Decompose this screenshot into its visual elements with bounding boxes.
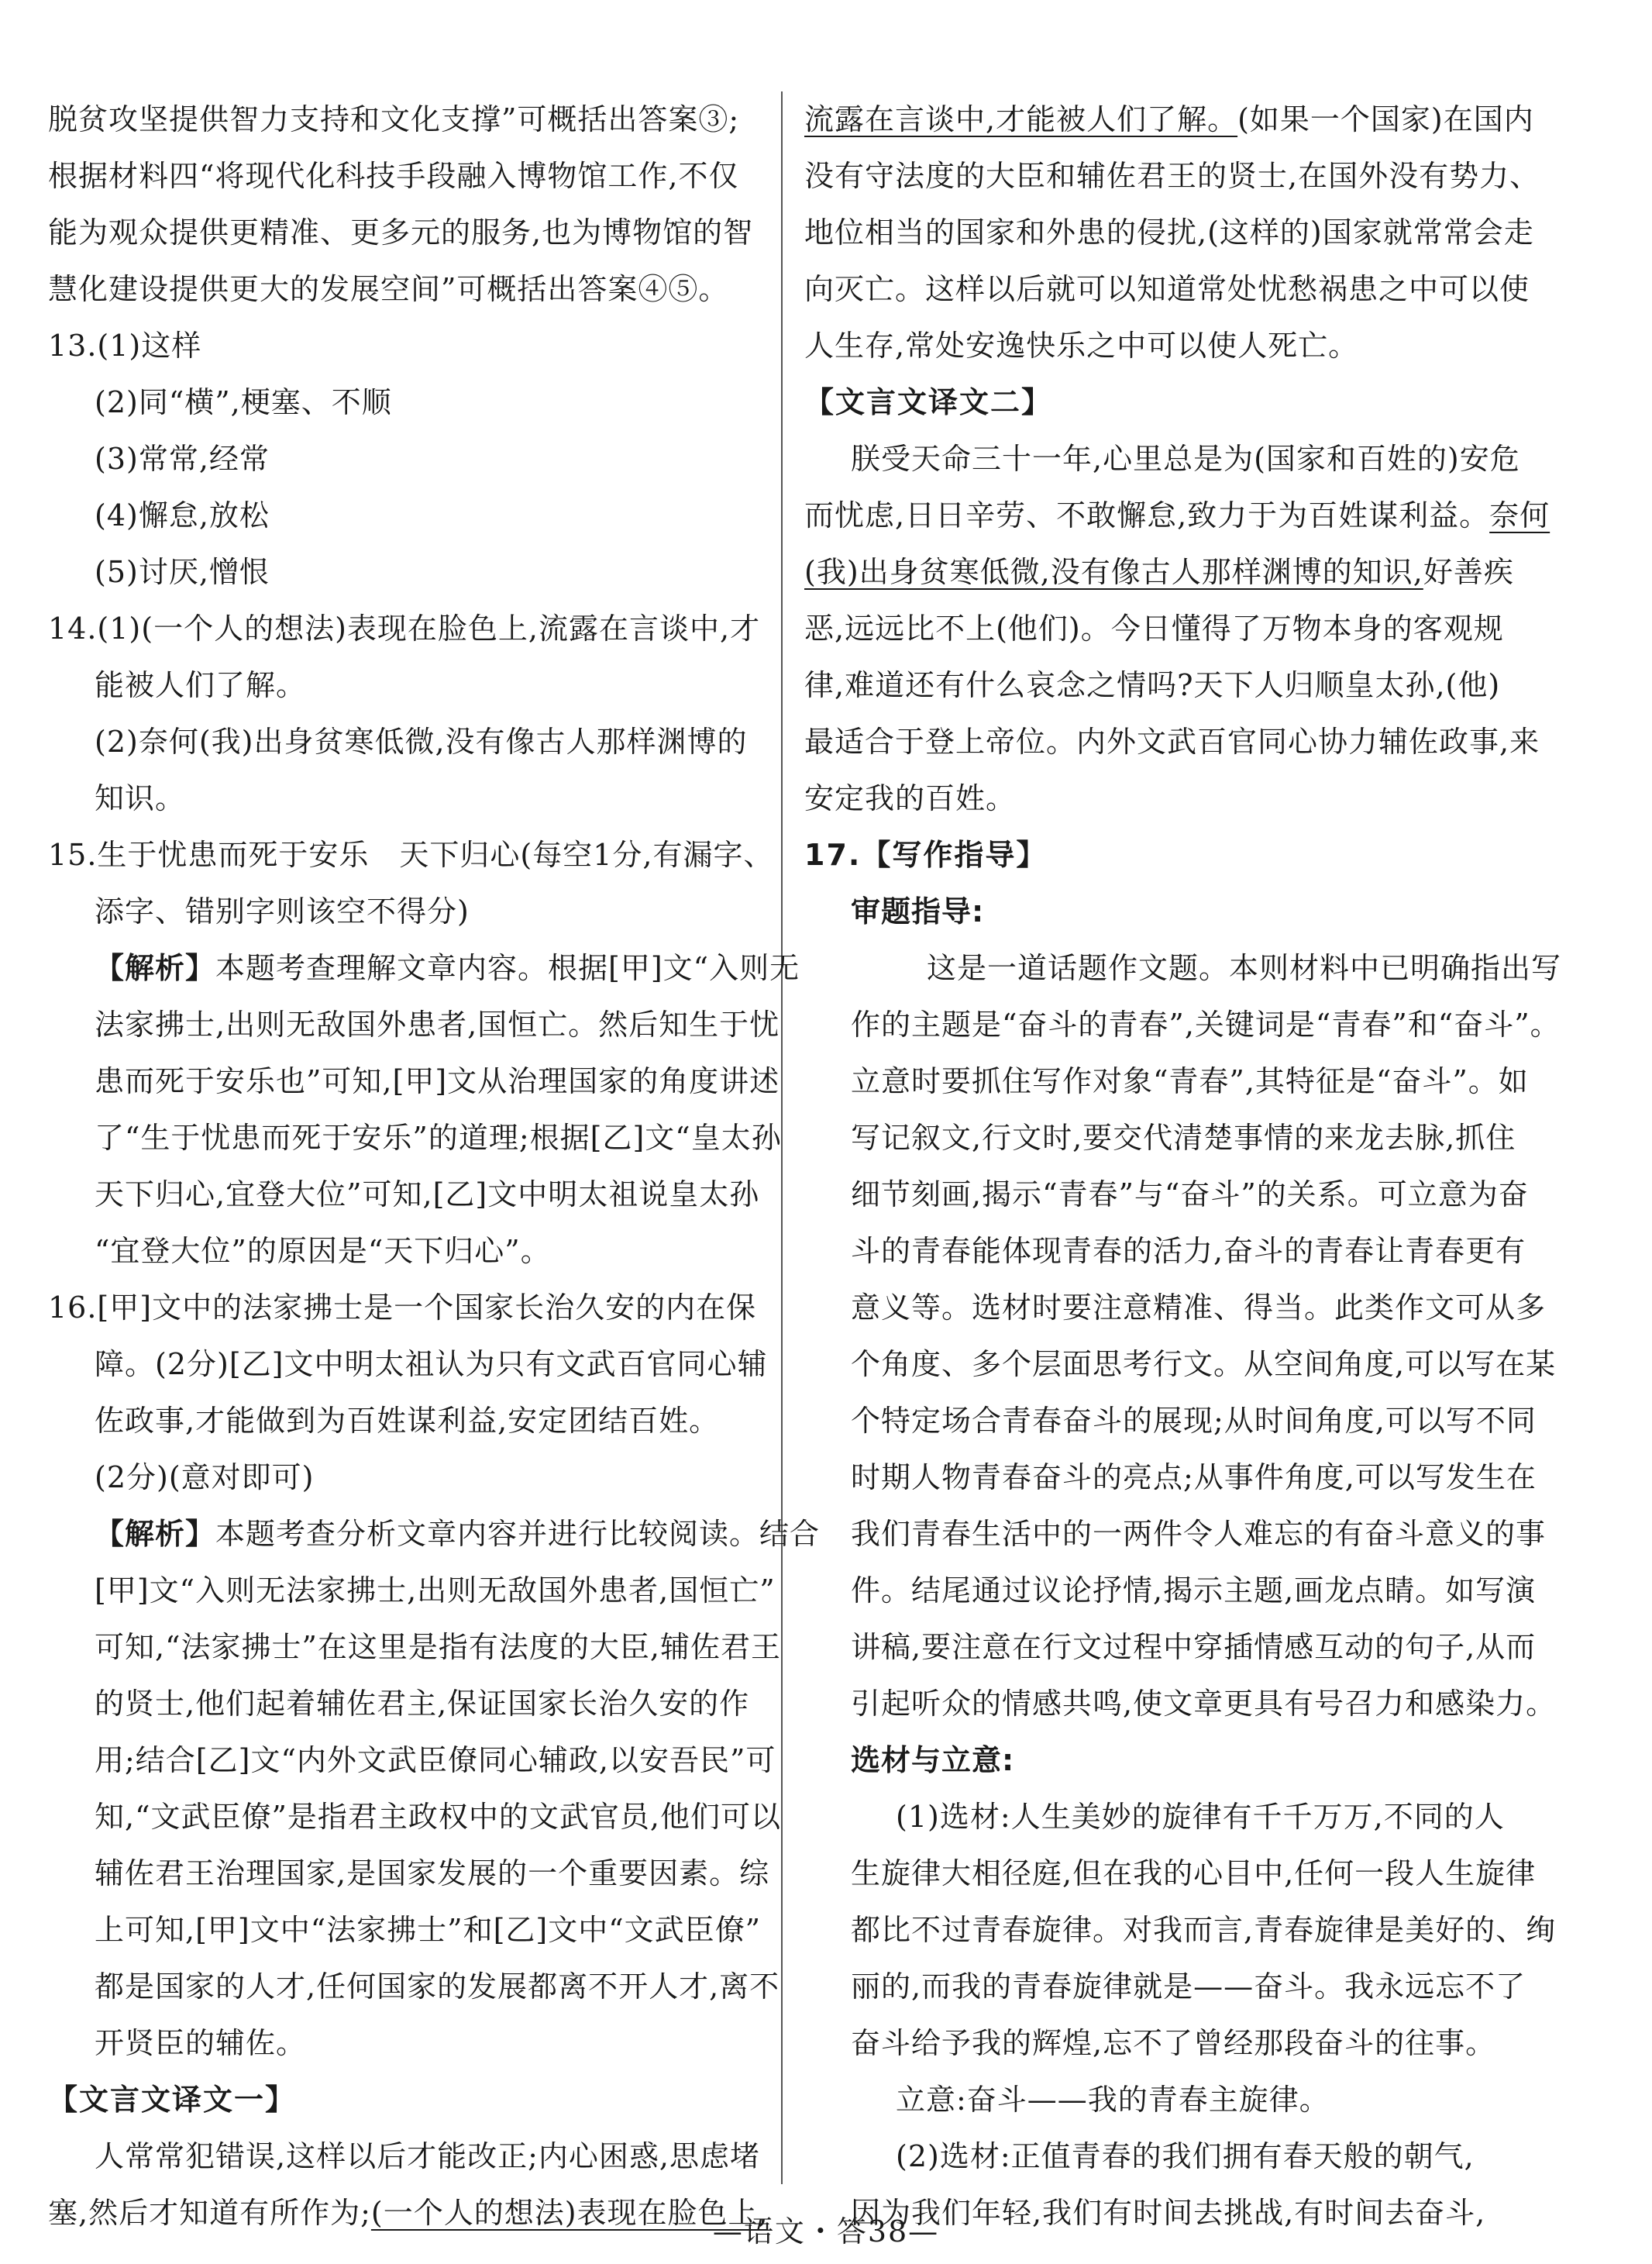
text-line: 最适合于登上帝位。内外文武百官同心协力辅佐政事,来 [804,725,1540,759]
text-segment: 塞,然后才知道有所作为; [48,2196,371,2230]
subheading-material-and-theme: 选材与立意: [851,1743,1015,1777]
analysis-text: 本题考查分析文章内容并进行比较阅读。结合 [215,1517,821,1551]
text-line: 能为观众提供更精准、更多元的服务,也为博物馆的智 [48,215,754,250]
text-line: 能被人们了解。 [95,668,307,702]
text-line: 用;结合[乙]文“内外文武臣僚同心辅政,以安吾民”可 [95,1743,776,1777]
analysis-label: 【解析】 [95,1517,216,1551]
text-line: 辅佐君王治理国家,是国家发展的一个重要因素。综 [95,1856,770,1890]
text-line: 都是国家的人才,任何国家的发展都离不开人才,离不 [95,1969,780,2004]
text-line: 向灭亡。这样以后就可以知道常处忧愁祸患之中可以使 [804,272,1530,306]
answer-16-header: 16.[甲]文中的法家拂士是一个国家长治久安的内在保 [48,1291,757,1325]
text-line: 根据材料四“将现代化科技手段融入博物馆工作,不仅 [48,159,739,193]
text-line: 引起听众的情感共鸣,使文章更具有号召力和感染力。 [851,1687,1557,1721]
analysis-label: 【解析】 [95,951,216,985]
text-line: [甲]文“入则无法家拂士,出则无敌国外患者,国恒亡” [95,1573,776,1608]
text-line: 患而死于安乐也”可知,[甲]文从治理国家的角度讲述 [95,1064,780,1098]
text-line: 意义等。选材时要注意精准、得当。此类作文可从多 [851,1291,1547,1325]
analysis-line [48,1506,821,1563]
text-line: 安定我的百姓。 [804,781,1017,815]
text-line: 朕受天命三十一年,心里总是为(国家和百姓的)安危 [851,442,1520,476]
text-line: (2)奈何(我)出身贫寒低微,没有像古人那样渊博的 [95,725,748,759]
text-line: 作的主题是“奋斗的青春”,关键词是“青春”和“奋斗”。 [851,1008,1561,1042]
underlined-text: (一个人的想法)表现在脸色上, [370,2196,769,2230]
text-line: 个特定场合青春奋斗的展现;从时间角度,可以写不同 [851,1404,1537,1438]
analysis-line [48,940,800,997]
text-line: 添字、错别字则该空不得分) [95,894,470,929]
text-segment: 好善疾 [1423,555,1514,589]
text-line: 了“生于忧患而死于安乐”的道理;根据[乙]文“皇太孙 [95,1121,782,1155]
answer-13-header: 13.(1)这样 [48,329,202,363]
text-line [804,544,1587,601]
text-segment: (如果一个国家)在国内 [1237,102,1534,136]
text-line: 细节刻画,揭示“青春”与“奋斗”的关系。可立意为奋 [851,1177,1529,1211]
text-line: 写记叙文,行文时,要交代清楚事情的来龙去脉,抓住 [851,1121,1516,1155]
text-line: 丽的,而我的青春旋律就是——奋斗。我永远忘不了 [851,1969,1526,2004]
answer-14-header: 14.(1)(一个人的想法)表现在脸色上,流露在言谈中,才 [48,612,761,646]
text-line: 地位相当的国家和外患的侵扰,(这样的)国家就常常会走 [804,215,1534,250]
text-line: 我们青春生活中的一两件令人难忘的有奋斗意义的事 [851,1517,1547,1551]
text-line [804,488,1587,544]
text-line [804,91,1587,148]
text-line: 慧化建设提供更大的发展空间”可概括出答案④⑤。 [48,272,729,306]
section-heading-translation-1: 【文言文译文一】 [48,2083,297,2117]
text-segment: 而忧虑,日日辛劳、不敢懈怠,致力于为百姓谋利益。 [804,498,1490,532]
page-footer: —语文・答38— [712,2214,940,2248]
text-line: 立意时要抓住写作对象“青春”,其特征是“奋斗”。如 [851,1064,1529,1098]
text-line: 个角度、多个层面思考行文。从空间角度,可以写在某 [851,1347,1557,1381]
text-line: 时期人物青春奋斗的亮点;从事件角度,可以写发生在 [851,1460,1537,1494]
text-line: (2分)(意对即可) [95,1460,315,1494]
text-line: 恶,远远比不上(他们)。今日懂得了万物本身的客观规 [804,612,1504,646]
text-line: 件。结尾通过议论抒情,揭示主题,画龙点睛。如写演 [851,1573,1537,1608]
text-line: (2)选材:正值青春的我们拥有春天般的朝气, [896,2139,1475,2173]
underlined-text: 奈何 [1489,498,1550,532]
text-line: 斗的青春能体现青春的活力,奋斗的青春让青春更有 [851,1234,1526,1268]
left-column [48,91,821,2242]
text-line: 律,难道还有什么哀念之情吗?天下人归顺皇太孙,(他) [804,668,1501,702]
text-line: (2)同“横”,梗塞、不顺 [95,385,392,419]
text-line: 人常常犯错误,这样以后才能改正;内心困惑,思虑堵 [95,2139,760,2173]
text-line: 因为我们年轻,我们有时间去挑战,有时间去奋斗, [851,2196,1486,2230]
section-heading-translation-2: 【文言文译文二】 [804,385,1053,419]
right-column [804,91,1587,2242]
text-line: 法家拂士,出则无敌国外患者,国恒亡。然后知生于忧 [95,1008,780,1042]
answer-15-header: 15.生于忧患而死于安乐 天下归心(每空1分,有漏字、 [48,838,774,872]
text-line: 人生存,常处安逸快乐之中可以使人死亡。 [804,329,1359,363]
text-line: 这是一道话题作文题。本则材料中已明确指出写 [927,951,1562,985]
subheading-topic-guide: 审题指导: [851,894,985,929]
text-line: 开贤臣的辅佐。 [95,2026,307,2060]
text-line: 障。(2分)[乙]文中明太祖认为只有文武百官同心辅 [95,1347,768,1381]
text-line: 脱贫攻坚提供智力支持和文化支撑”可概括出答案③; [48,102,740,136]
text-line: 的贤士,他们起着辅佐君主,保证国家长治久安的作 [95,1687,750,1721]
text-line: (3)常常,经常 [95,442,270,476]
answer-17-header: 17.【写作指导】 [804,838,1048,872]
text-line: 奋斗给予我的辉煌,忘不了曾经那段奋斗的往事。 [851,2026,1496,2060]
text-line: (4)懈怠,放松 [95,498,270,532]
text-line: 立意:奋斗——我的青春主旋律。 [896,2083,1330,2117]
underlined-text: 流露在言谈中,才能被人们了解。 [804,102,1238,136]
text-line: 生旋律大相径庭,但在我的心目中,任何一段人生旋律 [851,1856,1537,1890]
text-line: 知,“文武臣僚”是指君主政权中的文武官员,他们可以 [95,1800,782,1834]
text-line: 没有守法度的大臣和辅佐君王的贤士,在国外没有势力、 [804,159,1540,193]
analysis-text: 本题考查理解文章内容。根据[甲]文“入则无 [215,951,800,985]
text-line: 上可知,[甲]文中“法家拂士”和[乙]文中“文武臣僚” [95,1913,762,1947]
text-line: 都比不过青春旋律。对我而言,青春旋律是美好的、绚 [851,1913,1557,1947]
text-line: 天下归心,宜登大位”可知,[乙]文中明太祖说皇太孙 [95,1177,760,1211]
text-line: (1)选材:人生美妙的旋律有千千万万,不同的人 [896,1800,1505,1834]
text-line: 佐政事,才能做到为百姓谋利益,安定团结百姓。 [95,1404,720,1438]
text-line: 可知,“法家拂士”在这里是指有法度的大臣,辅佐君王 [95,1630,782,1664]
text-line: (5)讨厌,憎恨 [95,555,270,589]
underlined-text: (我)出身贫寒低微,没有像古人那样渊博的知识, [804,555,1423,589]
text-line: 知识。 [95,781,186,815]
text-line: “宜登大位”的原因是“天下归心”。 [95,1234,551,1268]
text-line: 讲稿,要注意在行文过程中穿插情感互动的句子,从而 [851,1630,1537,1664]
